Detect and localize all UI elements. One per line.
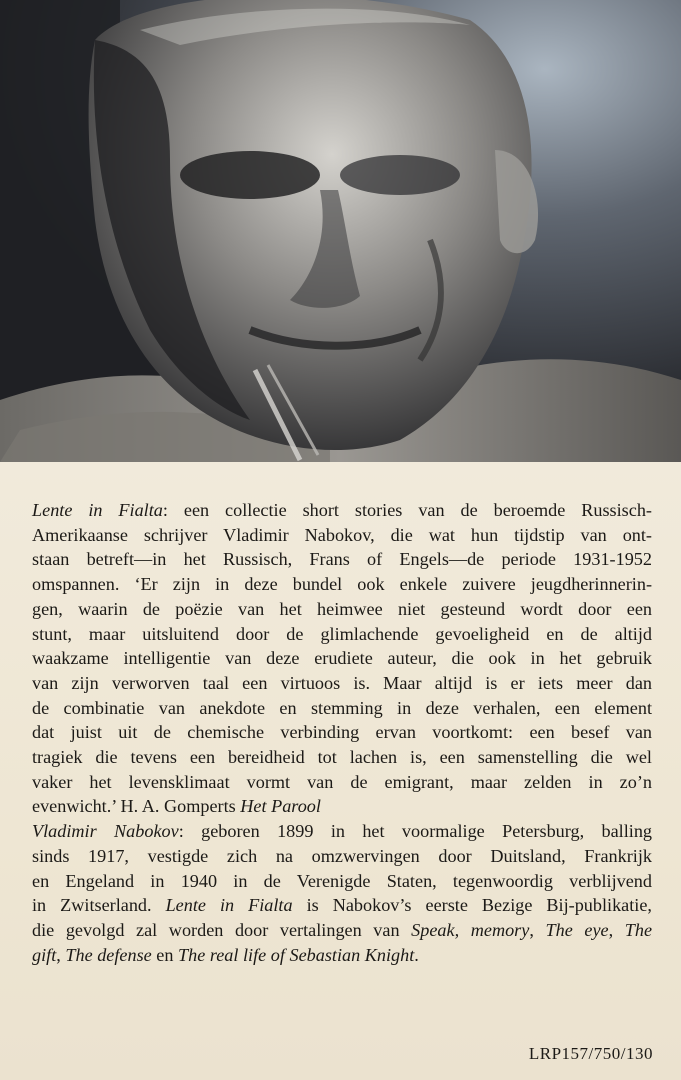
review-attribution: evenwicht.’ H. A. Gomperts Het Parool: [32, 796, 321, 817]
blurb-line: van zijn verworven taal een virtuoos is. Maar altijd is er iets meer dan: [32, 672, 652, 693]
upcoming-title: The real life of Sebastian Knight: [178, 944, 415, 965]
blurb-line: waakzame intelligentie van deze erudiete auteur, die ook in het gebruik: [32, 648, 652, 669]
blurb-line: dat juist uit de chemische verbinding ervan voortkomt: een besef van: [32, 722, 652, 743]
bio-line: die gevolgd zal worden door vertalingen van Speak, memory, The eye, The: [32, 919, 653, 940]
bio-line: en Engeland in 1940 in de Verenigde Staten, tegenwoordig verblijvend: [32, 870, 652, 891]
blurb-line: tragiek die tevens een bereidheid tot lachen is, een samenstelling die wel: [32, 747, 652, 768]
upcoming-title: gift: [32, 944, 57, 965]
bio-line: in Zwitserland. Lente in Fialta is Nabokov’s eerste Bezige Bij-publikatie,: [32, 895, 652, 916]
blurb-line: stunt, maar uitsluitend door de glimlachende gevoeligheid en de altijd: [32, 623, 652, 644]
upcoming-title: The: [624, 919, 653, 940]
blurb-line: vaker het levensklimaat vormt van de emigrant, maar zelden in zo’n: [32, 771, 652, 792]
blurb-line: Lente in Fialta: een collectie short stories van de beroemde Russisch-: [32, 500, 652, 520]
blurb-line: de combinatie van anekdote en stemming in deze verhalen, een element: [32, 697, 652, 718]
upcoming-title: Speak, memory: [411, 919, 530, 940]
bio-line: gift, The defense en The real life of Sebastian Knight.: [32, 944, 419, 965]
upcoming-title: The defense: [65, 944, 152, 965]
blurb-line: gen, waarin de poëzie van het heimwee niet gesteund wordt door een: [32, 598, 652, 619]
blurb-text: [32, 498, 652, 967]
blurb-line: staan betreft—in het Russisch, Frans of Engels—de periode 1931-1952: [32, 549, 652, 570]
author-name-italic: Vladimir Nabokov: [32, 821, 179, 842]
catalog-code: LRP157/750/130: [528, 1044, 653, 1063]
author-portrait-photo: [0, 0, 681, 462]
book-title-italic: Lente in Fialta: [165, 895, 293, 916]
portrait-illustration: [0, 0, 681, 462]
blurb-line: Amerikaanse schrijver Vladimir Nabokov, die wat hun tijdstip van ont-: [32, 524, 652, 545]
source-title-italic: Het Parool: [240, 796, 321, 817]
bio-line: sinds 1917, vestigde zich na omzwervingen door Duitsland, Frankrijk: [32, 845, 652, 866]
book-title-italic: Lente in Fialta: [32, 500, 163, 520]
bio-line: Vladimir Nabokov: geboren 1899 in het voormalige Petersburg, balling: [32, 821, 653, 842]
back-cover-text-panel: [0, 462, 681, 1080]
blurb-line: omspannen. ‘Er zijn in deze bundel ook enkele zuivere jeugdherinnerin-: [32, 574, 652, 595]
upcoming-title: The eye: [545, 919, 609, 940]
